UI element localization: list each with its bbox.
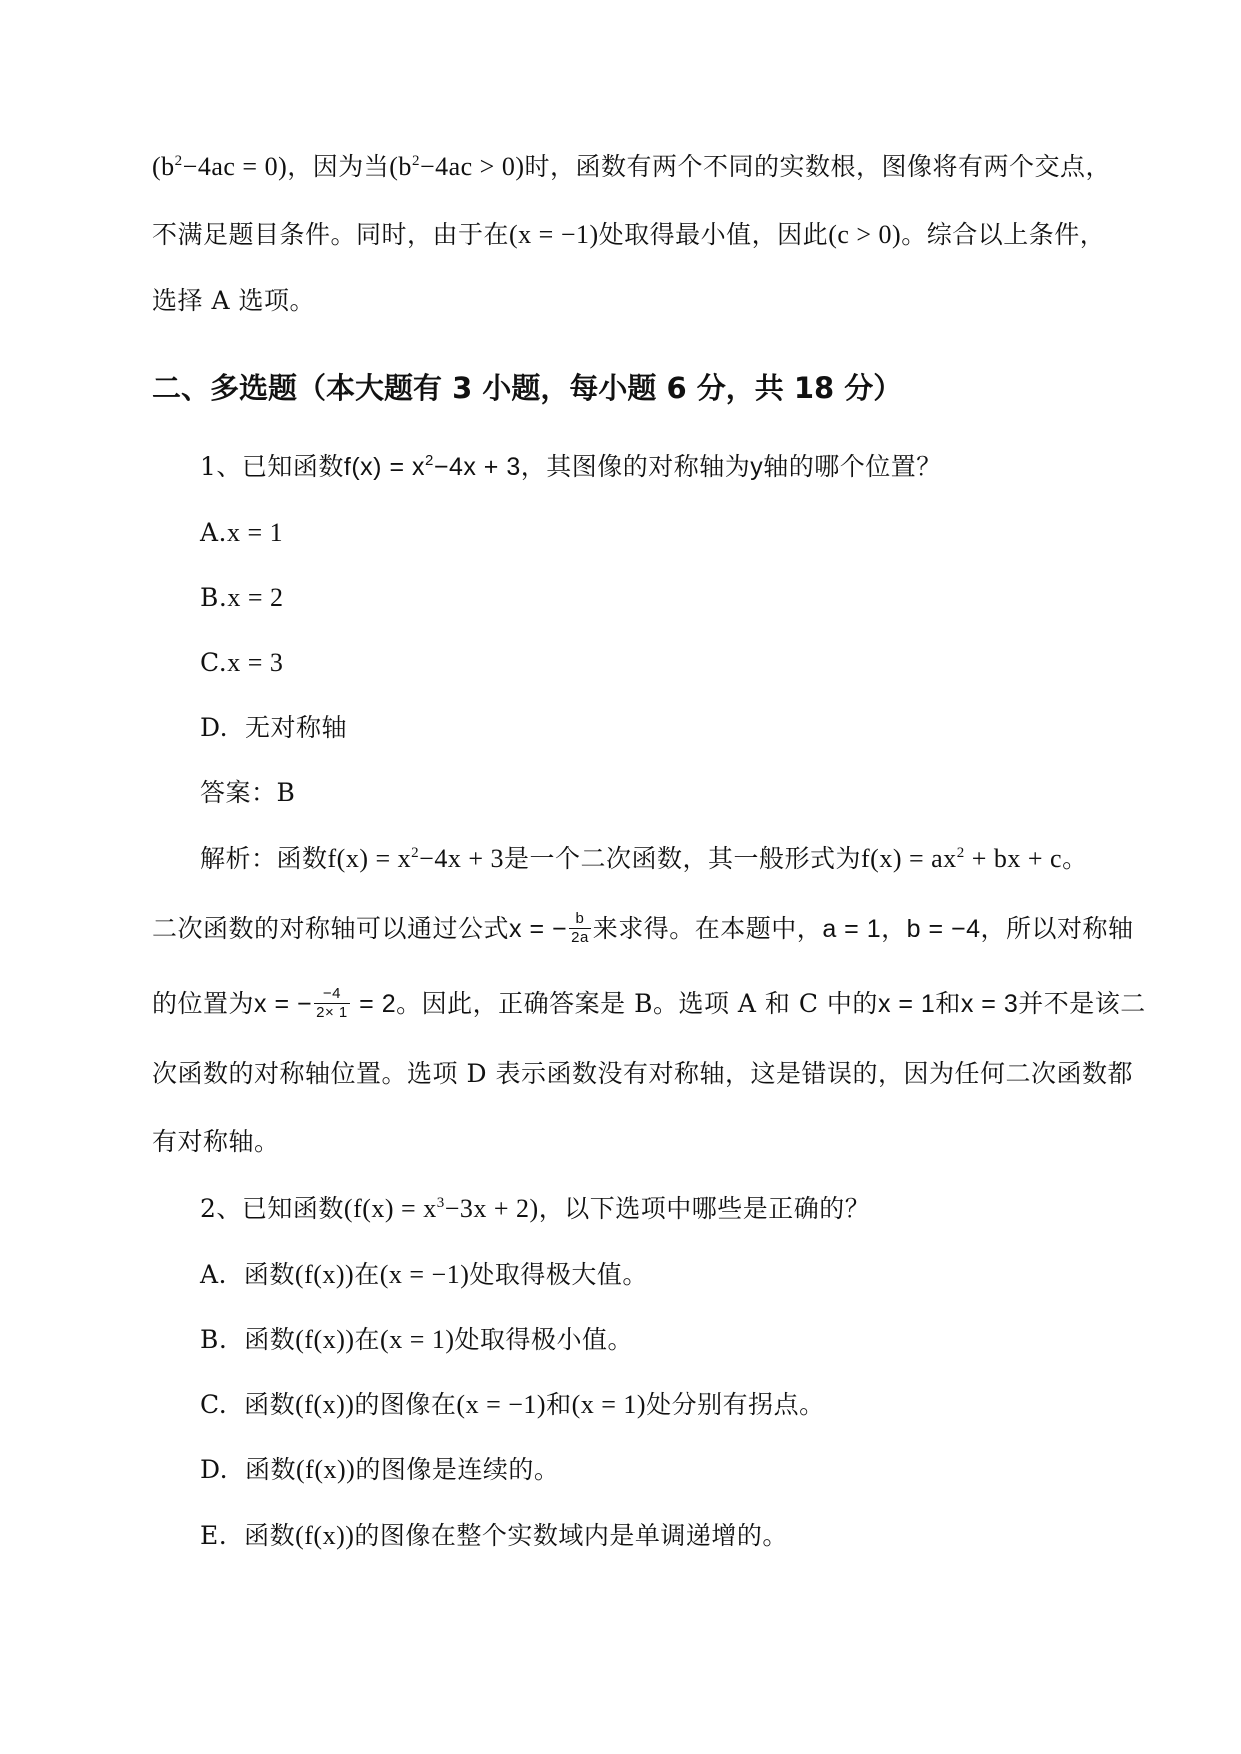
math-a-equals: a = 1 [822, 915, 882, 943]
option-math: x = 2 [227, 583, 284, 612]
q1-option-c [200, 646, 283, 680]
fraction-b-over-2a: $\frac{b}{2a}$ [571, 910, 589, 946]
q2-option-d: D. 函数(f(x))的图像是连续的。 [200, 1455, 560, 1484]
q1-stem: 1、已知函数$f(x) = x^2-4x + 3$，其图像的对称轴为y轴的哪个位置？ [200, 452, 942, 481]
q1-answer: 答案：B [200, 778, 296, 807]
option-label: C. [200, 1390, 228, 1419]
option-label: D. [200, 713, 229, 742]
math-x-equals-3: x = 3 [960, 990, 1019, 1018]
math-b-equals: b = −4 [906, 915, 981, 943]
math-x-equals-1: x = 1 [877, 990, 936, 1018]
q1-option-d [200, 711, 347, 745]
q1-analysis-line-3: 的位置为x = − $\frac{-4}{2\times 1}$ = 2。因此，正确答案是 B。选项 A 和 C 中的x = 1和x = 3并不是该二 [152, 985, 1146, 1021]
q1-analysis-line-1: 解析：函数$f(x) = x^2-4x + 3$是一个二次函数，其一般形式为$f(x) = ax^2$ + bx + c。 [200, 844, 1088, 873]
intro-line-3: 选择 A 选项。 [152, 286, 315, 315]
math-q2-function: $(f(x) = x^3-3x + 2)$ [343, 1194, 539, 1223]
q2-stem: 2、已知函数$(f(x) = x^3-3x + 2)$，以下选项中哪些是正确的？ [200, 1194, 871, 1223]
q1-option-a [200, 516, 283, 550]
math-q1-function-repeat: $f(x) = x^2-4x + 3$ [327, 844, 504, 873]
q1-analysis-line-5: 有对称轴。 [152, 1127, 280, 1156]
intro-line-1: $(b^2-4ac = 0)$，因为当$(b^2-4ac > 0)$时，函数有两个不同的实数根，图像将有两个交点， [152, 152, 1112, 181]
option-math: x = 3 [227, 648, 284, 677]
math-c-positive: (c > 0) [828, 220, 902, 249]
q1-analysis-line-2: 二次函数的对称轴可以通过公式x = − $\frac{b}{2a}$ 来求得。在本题中，a = 1，b = −4，所以对称轴 [152, 910, 1134, 946]
math-axis-formula: x = − [509, 915, 568, 943]
option-label: A. [200, 518, 228, 547]
option-text: 无对称轴 [228, 713, 348, 742]
option-label: A. [200, 1260, 228, 1289]
q1-analysis-line-4: 次函数的对称轴位置。选项 D 表示函数没有对称轴，这是错误的，因为任何二次函数都 [152, 1059, 1133, 1088]
math-discriminant-zero: $(b^2-4ac = 0)$ [152, 152, 288, 181]
q2-option-b: B. 函数(f(x))在(x = 1)处取得极小值。 [200, 1325, 634, 1354]
math-x-minus-one: (x = −1) [509, 220, 599, 249]
q2-option-c: C. 函数(f(x))的图像在(x = −1)和(x = 1)处分别有拐点。 [200, 1390, 825, 1419]
option-label: B. [200, 1325, 228, 1354]
math-discriminant-positive: $(b^2-4ac > 0)$ [389, 152, 525, 181]
math-axis-value: x = − [254, 990, 313, 1018]
math-general-form: $f(x) = ax^2$ + bx + c [861, 844, 1063, 873]
q1-option-b [200, 581, 284, 615]
option-label: D. [200, 1455, 229, 1484]
q2-option-e: E. 函数(f(x))的图像在整个实数域内是单调递增的。 [200, 1521, 788, 1550]
option-label: E. [200, 1521, 228, 1550]
math-y-axis: y [750, 453, 764, 481]
intro-line-2: 不满足题目条件。同时，由于在(x = −1)处取得最小值，因此(c > 0)。综合以上条件， [152, 220, 1106, 249]
math-q1-function: $f(x) = x^2-4x + 3$ [343, 452, 521, 481]
option-label: C. [200, 648, 228, 677]
section-heading: 二、多选题（本大题有 3 小题，每小题 6 分，共 18 分） [152, 371, 903, 405]
option-math: x = 1 [227, 518, 284, 547]
option-label: B. [200, 583, 228, 612]
fraction-minus4-over-2x1: $\frac{-4}{2\times 1}$ [316, 985, 348, 1021]
q2-option-a: A. 函数(f(x))在(x = −1)处取得极大值。 [200, 1260, 648, 1289]
